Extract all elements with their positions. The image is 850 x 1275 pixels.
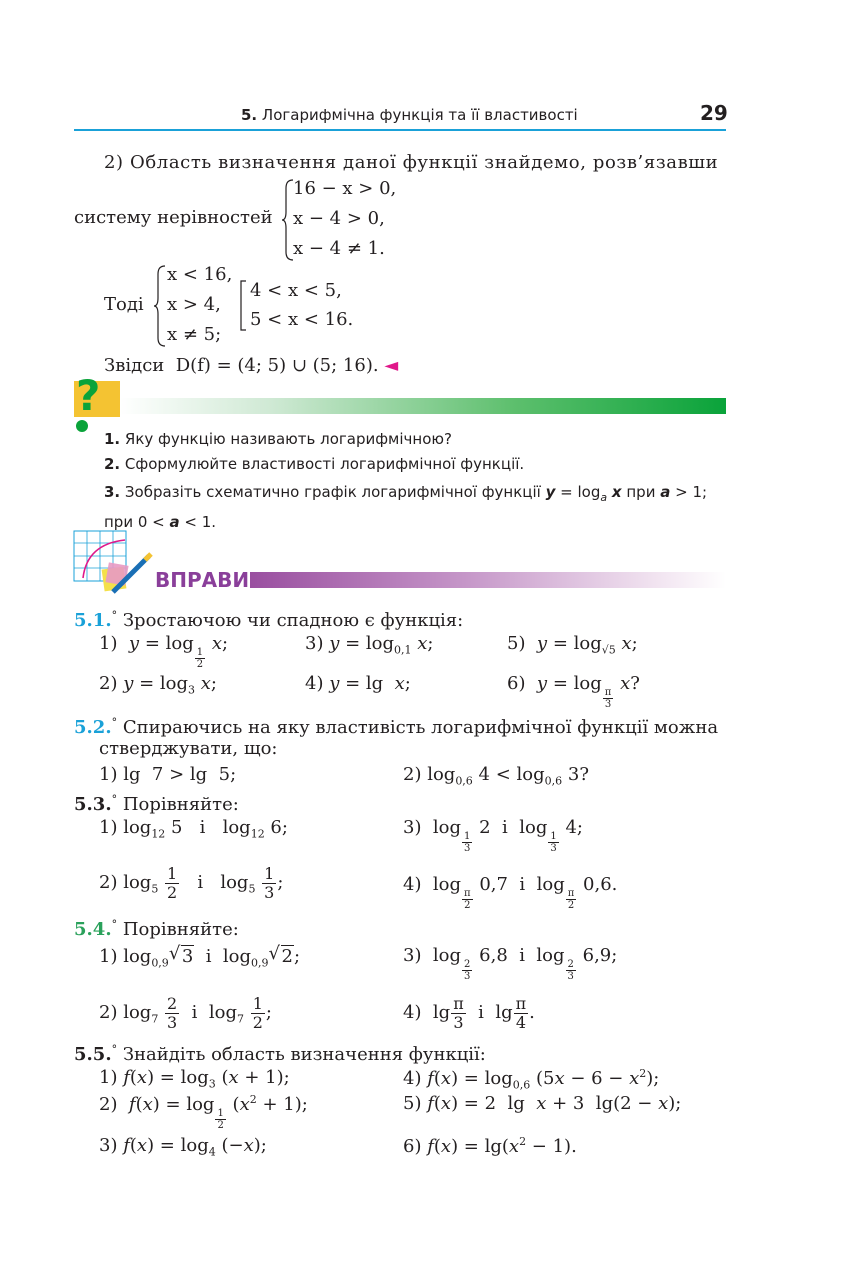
running-header <box>241 106 578 124</box>
ex-5-2-item-1: 1) lg 7 > lg 5; <box>99 764 237 785</box>
ex-5-1-item-2: 2) $y = \log_3 x$; <box>99 673 217 697</box>
exercise-number: 5.1. <box>74 610 112 631</box>
then-ineq-3: x ≠ 5; <box>167 324 222 345</box>
ex-5-1-item-3: 3) $y = \log_{0,1} x$; <box>305 633 434 657</box>
system-label: систему нерівностей <box>74 207 273 228</box>
ex-5-4-item-2: 2) $\log_7$ $\frac{2}{3}$ і $\log_7$ $\frac{1}{2}$ ; <box>99 993 272 1032</box>
question-item-3: 3. Зобразіть схематично графік логарифмічної функції $y = \log_a x$ при a > 1; при 0 < a < 1. <box>104 483 708 531</box>
ex-5-1-item-1: 1) y = log $\frac{1}{2}$ x; <box>99 633 229 670</box>
exercise-5-2 <box>74 716 726 759</box>
question-text: Яку функцію називають логарифмічною? <box>124 430 452 448</box>
question-number: 1. <box>104 430 121 448</box>
page-number: 29 <box>700 101 728 125</box>
union-bracket <box>238 280 248 332</box>
ex-5-5-item-5: 5) f(x) = 2 lg x + 3 lg(2 − x); <box>403 1093 682 1114</box>
ex-5-5-item-4: 4) $f(x) = \log_{0,6} (5x - 6 - x^2)$; <box>403 1067 660 1092</box>
ex-5-5-item-1: 1) $f(x) = \log_3 (x + 1)$; <box>99 1067 290 1091</box>
exercise-number: 5.3. <box>74 794 112 815</box>
ex-5-4-item-3: 3) log $\frac{2}{3}$ 6,8 і log $\frac{2}{3}$ 6,9; <box>403 945 618 982</box>
conclusion-line <box>104 355 398 376</box>
ex-5-1-item-4: 4) y = lg x; <box>305 673 411 694</box>
ex-5-3-item-4: 4) log $\frac{\pi}{2}$ 0,7 і log $\frac{\pi}{2}$ 0,6. <box>403 874 618 911</box>
exercise-text: Знайдіть область визначення функції: <box>122 1044 486 1065</box>
ex-5-1-item-5: 5) $y = \log_{√5} x$; <box>507 633 638 657</box>
difficulty-mark: ° <box>111 609 118 622</box>
question-number: 3. <box>104 483 121 501</box>
question-item-2 <box>104 455 524 473</box>
ex-5-1-item-6: 6) y = log $\frac{\pi}{3}$ x? <box>507 673 640 710</box>
question-icon: ? <box>76 371 101 420</box>
then-brace <box>153 264 167 348</box>
system-ineq-2: x − 4 > 0, <box>293 208 385 229</box>
union-ineq-1: 4 < x < 5, <box>250 280 342 301</box>
ex-5-2-item-2: 2) $\log_{0,6} 4 < \log_{0,6} 3$? <box>403 764 589 788</box>
system-ineq-3: x − 4 ≠ 1. <box>293 238 385 259</box>
graph-icon <box>73 530 155 602</box>
exercise-text: Спираючись на яку властивість логарифмічної функції можна <box>122 717 719 738</box>
question-text: Сформулюйте властивості логарифмічної функції. <box>124 455 525 473</box>
exercise-5-3 <box>74 793 239 815</box>
question-number: 2. <box>104 455 121 473</box>
union-ineq-2: 5 < x < 16. <box>250 309 354 330</box>
ex-5-5-item-3: 3) $f(x) = \log_4 (-x)$; <box>99 1135 267 1159</box>
conclusion-formula: D(f) = (4; 5) ∪ (5; 16). <box>175 355 379 376</box>
difficulty-mark: ° <box>111 1043 118 1056</box>
system-ineq-1: 16 − x > 0, <box>293 178 397 199</box>
question-bar <box>120 398 726 414</box>
exercise-text: Порівняйте: <box>122 794 239 815</box>
exercise-number: 5.5. <box>74 1044 112 1065</box>
section-title: Логарифмічна функція та її властивості <box>261 106 578 124</box>
header-rule <box>74 129 726 131</box>
exercise-text-cont: стверджувати, що: <box>99 738 278 759</box>
ex-5-5-item-6: 6) $f(x) = \lg(x^2 - 1)$. <box>403 1135 577 1157</box>
ex-5-3-item-1: 1) $\log_{12} 5$ і $\log_{12} 6$; <box>99 817 288 841</box>
exercises-bar <box>250 572 726 588</box>
ex-5-3-item-3: 3) log $\frac{1}{3}$ 2 і log $\frac{1}{3}$ 4; <box>403 817 583 854</box>
exercise-5-1 <box>74 609 463 631</box>
ex-5-4-item-4: 4) lg $\frac{\pi}{3}$ і lg $\frac{\pi}{4}$ . <box>403 993 535 1032</box>
then-ineq-1: x < 16, <box>167 264 233 285</box>
exercise-5-4 <box>74 918 239 940</box>
exercise-5-5 <box>74 1043 486 1065</box>
exercise-number: 5.4. <box>74 919 112 940</box>
then-ineq-2: x > 4, <box>167 294 221 315</box>
ex-5-4-item-1: 1) $\log_{0,9}√$ 3 і $\log_{0,9}√$ 2; <box>99 945 300 970</box>
exercise-text: Зростаючою чи спадною є функція: <box>122 610 464 631</box>
exercise-number: 5.2. <box>74 717 112 738</box>
section-number: 5. <box>241 106 258 124</box>
exercise-text: Порівняйте: <box>122 919 239 940</box>
difficulty-mark: ° <box>111 716 118 729</box>
end-mark: ◄ <box>384 355 399 376</box>
question-dot-icon <box>76 420 88 432</box>
question-item-1 <box>104 430 452 448</box>
conclusion-label: Звідси <box>104 355 165 376</box>
difficulty-mark: ° <box>111 918 118 931</box>
then-label: Тоді <box>104 294 144 315</box>
exercises-heading: ВПРАВИ <box>155 568 250 592</box>
difficulty-mark: ° <box>111 793 118 806</box>
ex-5-5-item-2: 2) f(x) = log $\frac{1}{2}$ $(x^2 + 1)$; <box>99 1093 308 1131</box>
solution-line1: 2) Область визначення даної функції знайдемо, розв’язавши <box>104 152 719 173</box>
ex-5-3-item-2: 2) $\log_5$ $\frac{1}{2}$ і $\log_5$ $\frac{1}{3}$ ; <box>99 863 284 902</box>
